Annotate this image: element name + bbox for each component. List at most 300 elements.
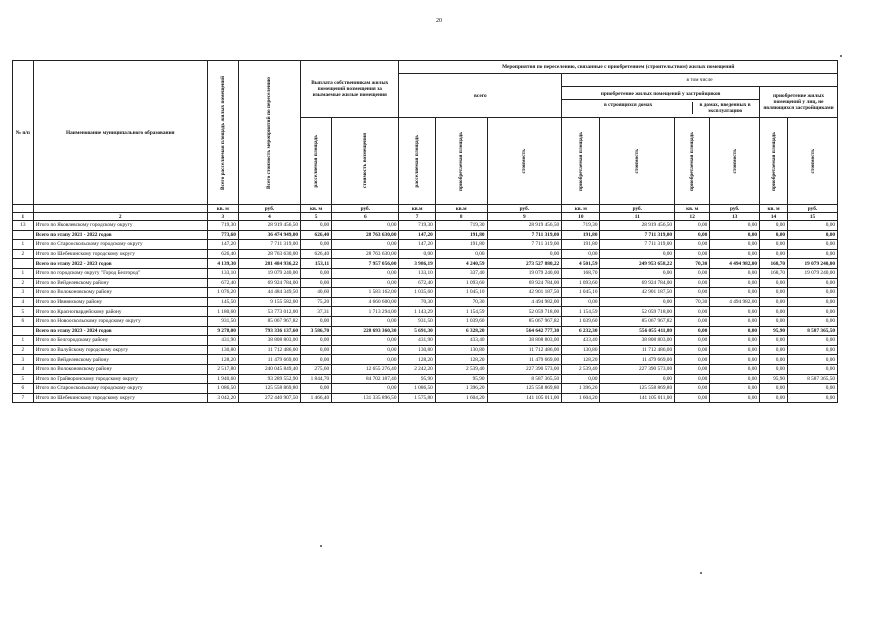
table-cell: 95,90 bbox=[399, 374, 435, 384]
table-cell: 0,00 bbox=[710, 355, 760, 365]
col-header-oper-cost: стоимость bbox=[710, 118, 760, 205]
table-cell: 0,00 bbox=[788, 336, 838, 346]
units-row: кв. м руб. кв. м руб. кв.м кв.м руб. кв. м руб. кв. м руб. кв. м руб. bbox=[13, 205, 838, 213]
table-cell: 95,90 bbox=[435, 374, 487, 384]
table-cell: 128,20 bbox=[435, 355, 487, 365]
table-cell: 1 604,20 bbox=[562, 393, 600, 403]
table-cell: 11 479 669,00 bbox=[238, 355, 300, 365]
table-cell bbox=[13, 326, 34, 336]
table-cell: 133,10 bbox=[399, 268, 435, 278]
table-cell: 227 390 573,00 bbox=[600, 364, 675, 374]
table-cell: 1 713 294,00 bbox=[332, 307, 399, 317]
table-cell: 28 919 456,50 bbox=[487, 221, 562, 231]
table-cell: 191,80 bbox=[435, 240, 487, 250]
table-cell: 28 919 456,50 bbox=[600, 221, 675, 231]
table-cell: 0,00 bbox=[562, 249, 600, 259]
table-row bbox=[13, 297, 838, 307]
table-cell: 84 702 187,40 bbox=[332, 374, 399, 384]
table-cell: 69 924 784,00 bbox=[238, 278, 300, 288]
table-cell: 7 711 319,00 bbox=[600, 240, 675, 250]
table-cell: 2 242,20 bbox=[399, 364, 435, 374]
table-cell: 431,90 bbox=[399, 336, 435, 346]
table-cell: 0,00 bbox=[675, 393, 710, 403]
table-cell: 125 558 869,80 bbox=[600, 384, 675, 394]
table-cell: 147,20 bbox=[207, 240, 238, 250]
table-cell: 626,40 bbox=[301, 230, 332, 240]
table-cell: 0,00 bbox=[675, 230, 710, 240]
table-cell: 28 763 630,00 bbox=[332, 230, 399, 240]
table-cell: 0,00 bbox=[675, 345, 710, 355]
table-cell: 6 bbox=[13, 384, 34, 394]
table-cell: 141 105 011,00 bbox=[600, 393, 675, 403]
table-cell: 1 045,10 bbox=[562, 288, 600, 298]
table-cell: 0,00 bbox=[600, 249, 675, 259]
table-cell: 128,20 bbox=[562, 355, 600, 365]
table-cell: 433,40 bbox=[435, 336, 487, 346]
table-cell: 0,00 bbox=[710, 278, 760, 288]
table-cell: 5 bbox=[13, 374, 34, 384]
table-cell: 4 501,59 bbox=[562, 259, 600, 269]
table-cell: 0,00 bbox=[675, 336, 710, 346]
table-cell: 0,00 bbox=[675, 374, 710, 384]
table-cell: 12 655 276,40 bbox=[332, 364, 399, 374]
table-row bbox=[13, 268, 838, 278]
table-cell: 0,00 bbox=[788, 230, 838, 240]
table-cell: 2 539,40 bbox=[435, 364, 487, 374]
table-cell: 227 390 573,00 bbox=[487, 364, 562, 374]
municipality-cell: Итого по Новооскольскому городскому округу bbox=[33, 316, 207, 326]
table-cell: 1 396,20 bbox=[435, 384, 487, 394]
table-cell: 0,00 bbox=[675, 384, 710, 394]
table-cell: 0,00 bbox=[675, 307, 710, 317]
table-cell: 1 093,60 bbox=[435, 278, 487, 288]
table-cell: 931,50 bbox=[207, 316, 238, 326]
table-cell: 0,00 bbox=[760, 345, 788, 355]
table-cell: 38 808 803,00 bbox=[487, 336, 562, 346]
table-cell: 719,30 bbox=[399, 221, 435, 231]
municipality-cell: Итого по Вейделевскому району bbox=[33, 278, 207, 288]
table-cell: 1 076,20 bbox=[207, 288, 238, 298]
stage-total-row bbox=[13, 259, 838, 269]
table-cell: 0,00 bbox=[675, 249, 710, 259]
table-cell: 4 bbox=[13, 364, 34, 374]
table-cell: 70,30 bbox=[435, 297, 487, 307]
table-cell: 168,70 bbox=[760, 259, 788, 269]
table-cell: 0,00 bbox=[600, 268, 675, 278]
table-cell: 52 059 718,00 bbox=[600, 307, 675, 317]
table-cell: 0,00 bbox=[788, 249, 838, 259]
table-cell: 1 575,80 bbox=[399, 393, 435, 403]
table-cell: 0,00 bbox=[760, 393, 788, 403]
table-cell: 0,00 bbox=[332, 355, 399, 365]
table-cell: 672,40 bbox=[207, 278, 238, 288]
table-cell: 0,00 bbox=[675, 364, 710, 374]
table-row bbox=[13, 336, 838, 346]
table-cell: 7 711 319,00 bbox=[487, 240, 562, 250]
table-cell: 1 086,50 bbox=[207, 384, 238, 394]
table-cell: 0,00 bbox=[710, 249, 760, 259]
table-cell: 191,80 bbox=[562, 230, 600, 240]
table-cell: 0,00 bbox=[710, 336, 760, 346]
table-cell: 6 bbox=[13, 316, 34, 326]
table-row bbox=[13, 316, 838, 326]
table-cell: 1 093,60 bbox=[562, 278, 600, 288]
table-cell: 556 055 411,80 bbox=[600, 326, 675, 336]
table-cell: 0,00 bbox=[435, 249, 487, 259]
table-cell: 0,00 bbox=[788, 288, 838, 298]
table-cell: 240 045 849,40 bbox=[238, 364, 300, 374]
table-cell: 0,00 bbox=[788, 364, 838, 374]
table-cell: 0,00 bbox=[710, 374, 760, 384]
table-cell: 38 808 803,00 bbox=[238, 336, 300, 346]
table-cell: 719,30 bbox=[562, 221, 600, 231]
table-cell: 0,00 bbox=[332, 384, 399, 394]
table-cell: 0,00 bbox=[788, 221, 838, 231]
table-cell: 0,00 bbox=[332, 336, 399, 346]
municipality-cell: Итого по Яковлевскому городскому округу bbox=[33, 221, 207, 231]
col-header-total-area: Всего расселяемая площадь жилых помещений bbox=[207, 61, 238, 205]
municipality-cell: Итого по Шебекинскому городскому округу bbox=[33, 393, 207, 403]
table-cell: 8 587 365,50 bbox=[788, 326, 838, 336]
table-cell: 4 bbox=[13, 297, 34, 307]
table-cell: 3 bbox=[13, 355, 34, 365]
table-cell: 433,40 bbox=[562, 336, 600, 346]
table-cell: 0,00 bbox=[788, 316, 838, 326]
table-cell: 0,00 bbox=[760, 240, 788, 250]
table-cell: 0,00 bbox=[710, 268, 760, 278]
table-cell: 5 691,30 bbox=[399, 326, 435, 336]
table-cell: 0,00 bbox=[760, 316, 788, 326]
table-cell: 0,00 bbox=[301, 278, 332, 288]
col-header-constr-cost: стоимость bbox=[600, 118, 675, 205]
municipality-cell: Итого по Вейделевскому району bbox=[33, 355, 207, 365]
col-header-constr-area: приобретаемая площадь bbox=[562, 118, 600, 205]
table-cell: 11 712 486,00 bbox=[487, 345, 562, 355]
table-cell: 11 479 669,00 bbox=[600, 355, 675, 365]
resettlement-table bbox=[12, 60, 838, 403]
table-cell: 130,80 bbox=[435, 345, 487, 355]
table-cell: 168,70 bbox=[760, 268, 788, 278]
table-cell: 0,00 bbox=[760, 364, 788, 374]
table-cell: 7 957 056,00 bbox=[332, 259, 399, 269]
table-cell: 0,00 bbox=[332, 221, 399, 231]
col-header-num: № п/п bbox=[13, 61, 34, 205]
table-cell: 3 042,20 bbox=[207, 393, 238, 403]
table-cell: 4 139,30 bbox=[207, 259, 238, 269]
municipality-cell: Итого по Ивнянскому району bbox=[33, 297, 207, 307]
municipality-cell: Всего по этапу 2023 - 2024 годов bbox=[33, 326, 207, 336]
table-cell: 0,00 bbox=[675, 326, 710, 336]
table-cell: 0,00 bbox=[332, 278, 399, 288]
table-cell: 0,00 bbox=[600, 297, 675, 307]
table-cell: 1 045,10 bbox=[435, 288, 487, 298]
table-cell: 2 539,40 bbox=[562, 364, 600, 374]
table-cell: 0,00 bbox=[710, 240, 760, 250]
table-cell: 4 494 982,00 bbox=[710, 297, 760, 307]
table-cell: 0,00 bbox=[710, 221, 760, 231]
table-cell: 773,60 bbox=[207, 230, 238, 240]
col-header-oper-area: приобретаемая площадь bbox=[675, 118, 710, 205]
table-cell: 130,80 bbox=[207, 345, 238, 355]
table-cell: 3 586,70 bbox=[301, 326, 332, 336]
table-cell: 0,00 bbox=[788, 278, 838, 288]
table-cell: 85 067 967,82 bbox=[238, 316, 300, 326]
table-cell: 1 844,70 bbox=[301, 374, 332, 384]
table-cell: 153,11 bbox=[301, 259, 332, 269]
table-cell: 147,20 bbox=[399, 240, 435, 250]
table-cell: 191,80 bbox=[435, 230, 487, 240]
table-cell: 626,40 bbox=[301, 249, 332, 259]
table-row bbox=[13, 249, 838, 259]
page-number: 20 bbox=[436, 18, 442, 24]
table-cell: 44 484 349,50 bbox=[238, 288, 300, 298]
table-cell: 36 474 949,00 bbox=[238, 230, 300, 240]
col-header-in-construction: в строящихся домах bbox=[604, 101, 653, 108]
table-cell: 0,00 bbox=[399, 249, 435, 259]
table-cell: 147,20 bbox=[399, 230, 435, 240]
table-row bbox=[13, 278, 838, 288]
table-cell: 42 901 187,50 bbox=[600, 288, 675, 298]
table-cell: 11 712 486,00 bbox=[238, 345, 300, 355]
col-header-acq-nondev: приобретение жилых помещений у лиц, не являющихся застройщиками bbox=[760, 87, 838, 118]
table-cell: 0,00 bbox=[710, 307, 760, 317]
table-cell: 2 517,80 bbox=[207, 364, 238, 374]
table-row bbox=[13, 384, 838, 394]
table-cell: 130,80 bbox=[562, 345, 600, 355]
table-cell: 0,00 bbox=[760, 230, 788, 240]
table-cell: 1 143,29 bbox=[399, 307, 435, 317]
table-cell: 95,90 bbox=[760, 374, 788, 384]
table-cell: 1 039,60 bbox=[435, 316, 487, 326]
municipality-cell: Итого по Белгородскому району bbox=[33, 336, 207, 346]
table-cell: 0,00 bbox=[760, 355, 788, 365]
table-cell: 8 587 365,50 bbox=[487, 374, 562, 384]
table-cell: 0,00 bbox=[788, 393, 838, 403]
table-cell: 1 035,60 bbox=[399, 288, 435, 298]
table-cell: 85 067 967,82 bbox=[487, 316, 562, 326]
table-cell: 1 bbox=[13, 268, 34, 278]
table-cell: 564 642 777,30 bbox=[487, 326, 562, 336]
table-cell: 37,31 bbox=[301, 307, 332, 317]
table-cell: 0,00 bbox=[760, 336, 788, 346]
municipality-cell: Всего по этапу 2021 - 2022 годов bbox=[33, 230, 207, 240]
table-cell: 0,00 bbox=[788, 297, 838, 307]
col-header-acq-dev: приобретение жилых помещений у застройщиков в строящихся домах в домах, введенных в эксплуатацию bbox=[562, 87, 760, 118]
table-cell: 28 919 456,50 bbox=[238, 221, 300, 231]
table-row bbox=[13, 307, 838, 317]
table-cell: 28 763 630,00 bbox=[238, 249, 300, 259]
table-cell: 0,00 bbox=[760, 221, 788, 231]
table-cell: 11 712 486,00 bbox=[600, 345, 675, 355]
table-cell: 8 587 365,50 bbox=[788, 374, 838, 384]
table-cell: 125 558 869,80 bbox=[238, 384, 300, 394]
table-cell: 3 bbox=[13, 288, 34, 298]
table-cell: 719,30 bbox=[207, 221, 238, 231]
table-cell: 0,00 bbox=[760, 278, 788, 288]
table-cell: 0,00 bbox=[710, 345, 760, 355]
table-cell: 0,00 bbox=[562, 374, 600, 384]
table-cell: 0,00 bbox=[760, 297, 788, 307]
col-header-incl: в том числе bbox=[562, 74, 838, 87]
table-row bbox=[13, 240, 838, 250]
table-cell: 0,00 bbox=[562, 297, 600, 307]
table-cell: 281 484 936,22 bbox=[238, 259, 300, 269]
col-header-nondev-cost: стоимость bbox=[788, 118, 838, 205]
table-cell: 0,00 bbox=[301, 221, 332, 231]
table-cell: 1 bbox=[13, 336, 34, 346]
table-cell: 3 986,19 bbox=[399, 259, 435, 269]
table-cell: 0,00 bbox=[675, 268, 710, 278]
table-cell: 38 808 803,00 bbox=[600, 336, 675, 346]
table-cell: 19 079 240,00 bbox=[487, 268, 562, 278]
table-cell: 431,90 bbox=[207, 336, 238, 346]
municipality-cell: Итого по Шебекинскому городскому округу bbox=[33, 249, 207, 259]
table-cell: 0,00 bbox=[301, 268, 332, 278]
table-cell: 275,60 bbox=[301, 364, 332, 374]
table-cell: 0,00 bbox=[301, 240, 332, 250]
table-cell: 0,00 bbox=[332, 316, 399, 326]
table-cell: 0,00 bbox=[710, 364, 760, 374]
municipality-cell: Итого по Красногвардейскому району bbox=[33, 307, 207, 317]
table-cell: 1 396,20 bbox=[562, 384, 600, 394]
table-cell: 4 240,59 bbox=[435, 259, 487, 269]
table-cell: 272 440 907,50 bbox=[238, 393, 300, 403]
col-header-payout: Выплата собственникам жилых помещений возмещения за изымаемые жилые помещения bbox=[301, 61, 399, 118]
municipality-cell: Итого по Старооскольскому городскому округу bbox=[33, 384, 207, 394]
table-cell: 4 660 600,00 bbox=[332, 297, 399, 307]
table-cell: 1 604,20 bbox=[435, 393, 487, 403]
table-cell: 249 953 658,22 bbox=[600, 259, 675, 269]
table-cell: 626,40 bbox=[207, 249, 238, 259]
table-row bbox=[13, 374, 838, 384]
table-cell: 53 773 012,00 bbox=[238, 307, 300, 317]
table-cell: 0,00 bbox=[301, 316, 332, 326]
table-cell: 0,00 bbox=[301, 384, 332, 394]
table-cell: 0,00 bbox=[788, 240, 838, 250]
municipality-cell: Итого по городскому округу "Город Белгород" bbox=[33, 268, 207, 278]
table-cell: 2 bbox=[13, 249, 34, 259]
table-cell: 0,00 bbox=[788, 345, 838, 355]
table-cell: 11 479 669,00 bbox=[487, 355, 562, 365]
table-cell: 128,20 bbox=[207, 355, 238, 365]
table-cell: 133,10 bbox=[207, 268, 238, 278]
table-row bbox=[13, 355, 838, 365]
table-cell: 7 bbox=[13, 393, 34, 403]
table-cell: 0,00 bbox=[332, 268, 399, 278]
table-cell: 2 bbox=[13, 345, 34, 355]
table-cell: 70,30 bbox=[399, 297, 435, 307]
table-cell: 0,00 bbox=[710, 316, 760, 326]
col-header-resettled-area: расселяемая площадь bbox=[399, 118, 435, 205]
table-cell: 0,00 bbox=[710, 384, 760, 394]
table-cell: 0,00 bbox=[788, 355, 838, 365]
table-cell: 2 bbox=[13, 278, 34, 288]
table-cell: 42 901 187,50 bbox=[487, 288, 562, 298]
stage-total-row bbox=[13, 326, 838, 336]
table-cell: 95,90 bbox=[760, 326, 788, 336]
table-cell bbox=[13, 230, 34, 240]
table-cell: 19 079 240,00 bbox=[788, 259, 838, 269]
table-row bbox=[13, 288, 838, 298]
col-header-in-operation: в домах, введенных в эксплуатацию bbox=[692, 102, 757, 114]
table-cell: 0,00 bbox=[710, 230, 760, 240]
municipality-cell: Итого по Волоконовскому району bbox=[33, 288, 207, 298]
table-cell: 93 289 552,90 bbox=[238, 374, 300, 384]
table-cell: 0,00 bbox=[760, 249, 788, 259]
table-cell: 125 558 869,80 bbox=[487, 384, 562, 394]
table-cell: 0,00 bbox=[710, 288, 760, 298]
col-header-payout-cost: стоимость возмещения bbox=[332, 118, 399, 205]
col-header-total-cost: Всего стоимость мероприятий по переселению bbox=[238, 61, 300, 205]
table-row bbox=[13, 221, 838, 231]
table-cell: 131 335 896,50 bbox=[332, 393, 399, 403]
municipality-cell: Итого по Волоконовскому району bbox=[33, 364, 207, 374]
table-cell: 4 494 982,00 bbox=[487, 297, 562, 307]
table-cell: 0,00 bbox=[301, 336, 332, 346]
table-cell: 6 328,20 bbox=[435, 326, 487, 336]
table-cell: 141 105 011,00 bbox=[487, 393, 562, 403]
col-header-nondev-area: приобретаемая площадь bbox=[760, 118, 788, 205]
table-cell: 1 039,60 bbox=[562, 316, 600, 326]
table-cell: 0,00 bbox=[710, 393, 760, 403]
table-cell: 672,40 bbox=[399, 278, 435, 288]
table-cell: 1 180,60 bbox=[207, 307, 238, 317]
table-cell: 0,00 bbox=[760, 384, 788, 394]
table-cell: 4 494 982,00 bbox=[710, 259, 760, 269]
table-cell: 1 154,59 bbox=[435, 307, 487, 317]
table-cell: 1 940,60 bbox=[207, 374, 238, 384]
table-cell: 273 527 880,22 bbox=[487, 259, 562, 269]
column-numbers-row: 1 2 3 4 5 6 7 8 9 10 11 12 13 14 15 bbox=[13, 213, 838, 221]
scan-speck bbox=[700, 572, 702, 574]
table-cell: 75,20 bbox=[301, 297, 332, 307]
table-cell: 70,30 bbox=[675, 297, 710, 307]
table-cell: 0,00 bbox=[301, 355, 332, 365]
table-cell: 0,00 bbox=[301, 345, 332, 355]
municipality-cell: Итого по Грайворонскому городскому округу bbox=[33, 374, 207, 384]
table-cell: 69 924 784,00 bbox=[600, 278, 675, 288]
table-row bbox=[13, 393, 838, 403]
col-header-activities: Мероприятия по переселению, связанные с приобретением (строительством) жилых помещений bbox=[399, 61, 838, 74]
table-cell: 931,50 bbox=[399, 316, 435, 326]
table-cell: 719,30 bbox=[435, 221, 487, 231]
table-cell: 7 711 319,00 bbox=[238, 240, 300, 250]
table-cell: 85 067 967,82 bbox=[600, 316, 675, 326]
table-cell: 9 278,00 bbox=[207, 326, 238, 336]
municipality-cell: Всего по этапу 2022 - 2023 годов bbox=[33, 259, 207, 269]
table-cell: 0,00 bbox=[760, 288, 788, 298]
table-cell: 28 763 630,00 bbox=[332, 249, 399, 259]
table-cell: 130,80 bbox=[399, 345, 435, 355]
table-cell: 0,00 bbox=[675, 288, 710, 298]
table-cell: 0,00 bbox=[675, 221, 710, 231]
table-cell: 5 bbox=[13, 307, 34, 317]
table-cell: 1 583 162,00 bbox=[332, 288, 399, 298]
table-cell: 1 154,59 bbox=[562, 307, 600, 317]
table-cell: 0,00 bbox=[675, 278, 710, 288]
municipality-cell: Итого по Валуйскому городскому округу bbox=[33, 345, 207, 355]
table-cell: 7 711 319,00 bbox=[487, 230, 562, 240]
table-cell: 0,00 bbox=[332, 240, 399, 250]
table-cell: 9 155 582,00 bbox=[238, 297, 300, 307]
table-cell: 337,40 bbox=[435, 268, 487, 278]
table-cell: 0,00 bbox=[788, 307, 838, 317]
col-header-name: Наименование муниципального образования bbox=[33, 61, 207, 205]
table-cell: 0,00 bbox=[675, 355, 710, 365]
scan-speck bbox=[840, 55, 842, 57]
col-header-total-group: всего bbox=[399, 74, 562, 118]
municipality-cell: Итого по Старооскольскому городскому округу bbox=[33, 240, 207, 250]
